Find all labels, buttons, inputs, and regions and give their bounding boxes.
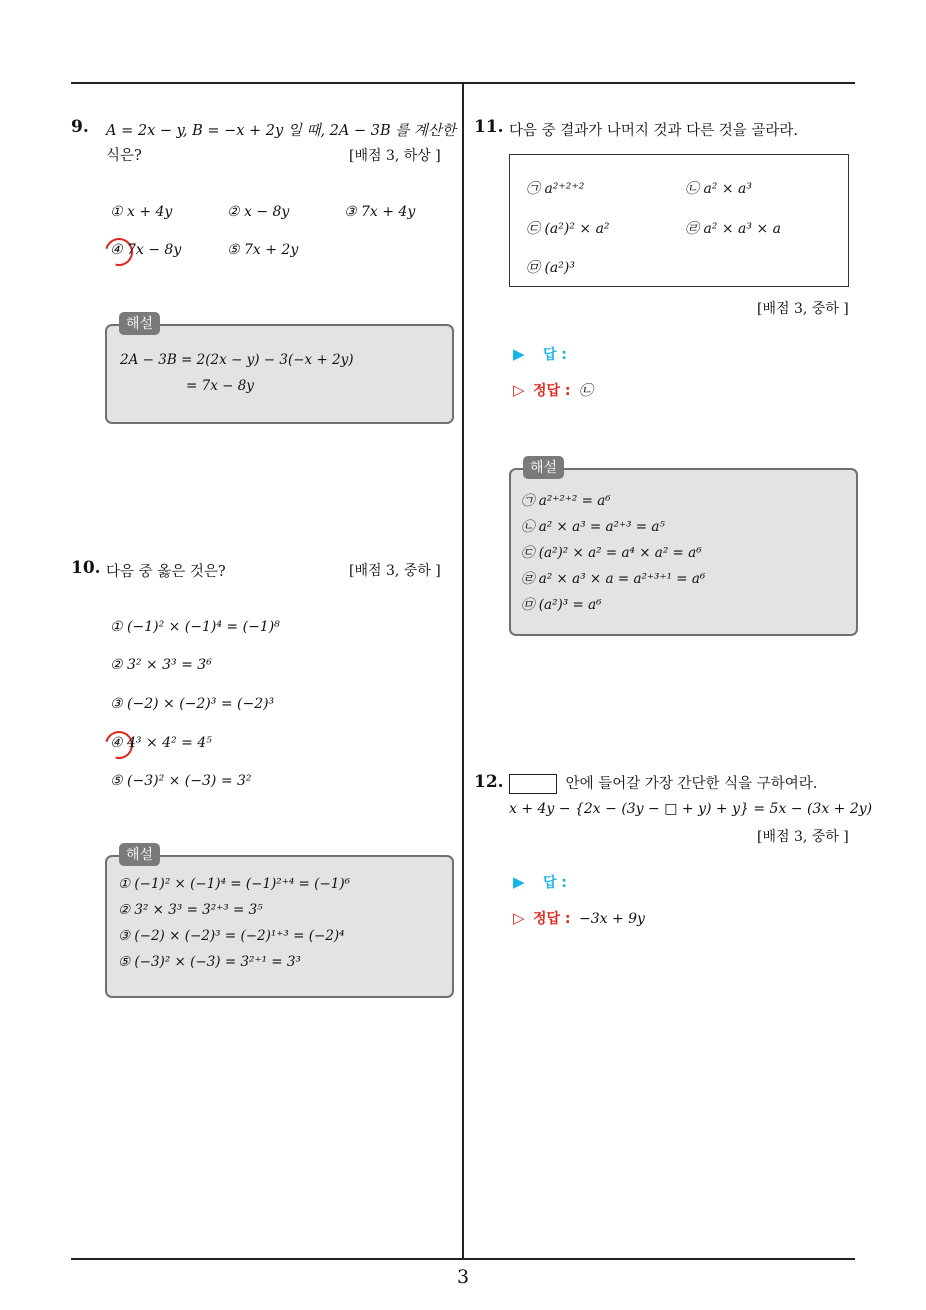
q10-text: 다음 중 옳은 것은? xyxy=(106,564,226,580)
q10-solution-line-4: ⑤ (−3)² × (−3) = 3²⁺¹ = 3³ xyxy=(118,954,301,970)
q9-solution-line-1: 2A − 3B = 2(2x − y) − 3(−x + 2y) xyxy=(120,352,354,368)
q10-solution-line-2: ② 3² × 3³ = 3²⁺³ = 3⁵ xyxy=(118,902,263,918)
q9-choice-2[interactable]: ② x − 8y xyxy=(227,204,290,220)
q11-solution-line-1: ㉠ a²⁺²⁺² = a⁶ xyxy=(521,493,611,509)
q12-text: 안에 들어갈 가장 간단한 식을 구하여라. xyxy=(565,776,818,792)
q9-number: 9. xyxy=(71,117,89,137)
q11-solution-line-4: ㉣ a² × a³ × a = a²⁺³⁺¹ = a⁶ xyxy=(521,571,706,587)
q12-answer-row[interactable] xyxy=(513,872,567,892)
q11-number: 11. xyxy=(474,117,504,137)
q12-correct-value: −3x + 9y xyxy=(578,911,645,927)
q11-option-c[interactable]: ㉢ (a²)² × a² xyxy=(526,221,610,237)
q9-solution-tag: 해설 xyxy=(119,312,160,335)
q11-text: 다음 중 결과가 나머지 것과 다른 것을 골라라. xyxy=(509,123,798,139)
outline-triangle-icon: ▷ xyxy=(513,381,525,399)
q11-answer-label: 답 : xyxy=(543,347,567,363)
q9-choice-4[interactable]: ④ 7x − 8y xyxy=(110,242,182,258)
q9-choice-1[interactable]: ① x + 4y xyxy=(110,204,173,220)
q11-correct-row xyxy=(513,380,593,400)
q9-choice-5[interactable]: ⑤ 7x + 2y xyxy=(227,242,299,258)
q9-solution-box xyxy=(105,324,454,424)
bottom-rule xyxy=(71,1258,855,1260)
q11-score: [배점 3, 중하 ] xyxy=(757,301,849,317)
q11-solution-line-2: ㉡ a² × a³ = a²⁺³ = a⁵ xyxy=(521,519,665,535)
q11-correct-label: 정답 : xyxy=(533,383,571,399)
page-number: 3 xyxy=(456,1266,470,1288)
q11-option-d[interactable]: ㉣ a² × a³ × a xyxy=(685,221,781,237)
q10-number: 10. xyxy=(71,558,101,578)
q11-solution-tag: 해설 xyxy=(523,456,564,479)
q10-solution-line-1: ① (−1)² × (−1)⁴ = (−1)²⁺⁴ = (−1)⁶ xyxy=(118,876,350,892)
q12-answer-label: 답 : xyxy=(543,875,567,891)
q9-choice-3[interactable]: ③ 7x + 4y xyxy=(344,204,416,220)
q11-solution-line-3: ㉢ (a²)² × a² = a⁴ × a² = a⁶ xyxy=(521,545,702,561)
q12-text-line xyxy=(509,772,817,794)
q12-score: [배점 3, 중하 ] xyxy=(757,829,849,845)
q9-text-line1: A = 2x − y, B = −x + 2y 일 때, 2A − 3B 를 계산한 xyxy=(106,123,456,139)
q12-blank-box xyxy=(509,774,557,794)
outline-triangle-icon: ▷ xyxy=(513,909,525,927)
q10-choice-5[interactable]: ⑤ (−3)² × (−3) = 3² xyxy=(110,773,252,789)
q12-correct-label: 정답 : xyxy=(533,911,571,927)
q11-option-a[interactable]: ㉠ a²⁺²⁺² xyxy=(526,181,585,197)
q11-correct-value: ㉡ xyxy=(578,383,593,399)
q10-solution-tag: 해설 xyxy=(119,843,160,866)
q10-solution-line-3: ③ (−2) × (−2)³ = (−2)¹⁺³ = (−2)⁴ xyxy=(118,928,345,944)
q12-equation: x + 4y − {2x − (3y − □ + y) + y} = 5x − (3x + 2y) xyxy=(509,801,873,817)
q12-number: 12. xyxy=(474,772,504,792)
q11-option-e[interactable]: ㉤ (a²)³ xyxy=(526,260,575,276)
column-divider xyxy=(462,82,464,1259)
q10-choice-2[interactable]: ② 3² × 3³ = 3⁶ xyxy=(110,657,212,673)
q11-solution-line-5: ㉤ (a²)³ = a⁶ xyxy=(521,597,602,613)
q10-choice-3[interactable]: ③ (−2) × (−2)³ = (−2)³ xyxy=(110,696,275,712)
q9-text-line2: 식은? xyxy=(106,148,142,164)
q10-score: [배점 3, 중하 ] xyxy=(349,563,441,579)
q9-solution-line-2: = 7x − 8y xyxy=(186,378,254,394)
play-triangle-icon: ▶ xyxy=(513,873,525,891)
q12-correct-row xyxy=(513,908,645,928)
play-triangle-icon: ▶ xyxy=(513,345,525,363)
q10-choice-4[interactable]: ④ 4³ × 4² = 4⁵ xyxy=(110,735,212,751)
q11-answer-row[interactable] xyxy=(513,344,567,364)
q9-score: [배점 3, 하상 ] xyxy=(349,148,441,164)
q11-option-b[interactable]: ㉡ a² × a³ xyxy=(685,181,752,197)
q10-choice-1[interactable]: ① (−1)² × (−1)⁴ = (−1)⁸ xyxy=(110,619,280,635)
